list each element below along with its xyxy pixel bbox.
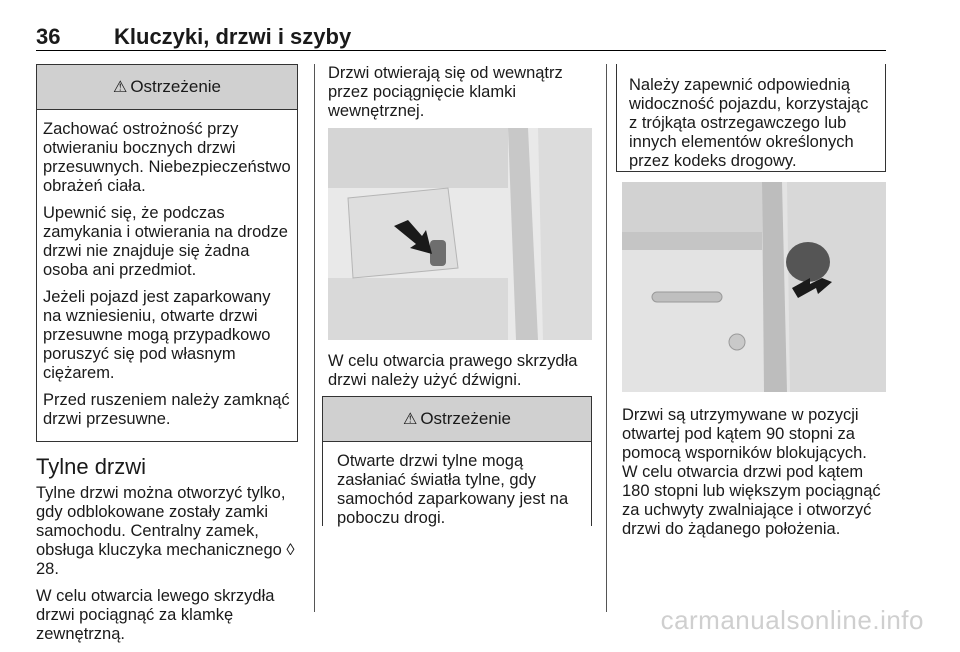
door-interior-handle-image [328, 128, 592, 340]
warning-body [617, 64, 885, 183]
section-title: Tylne drzwi [36, 454, 147, 479]
page-number: 36 [36, 24, 61, 49]
column-2 [328, 64, 592, 129]
body-paragraph: Drzwi są utrzymywane w pozycji otwartej pod kątem 90 stopni za pomocą wsporników blokujących. W celu otwarcia drzwi pod kątem 180 stopni lub większym pociągnąć za uchwyty zwalniające i otworzyć drzwi do żądanego położenia. [622, 406, 881, 538]
column-divider [314, 64, 315, 612]
warning-paragraph: Upewnić się, że podczas zamykania i otwierania na drodze drzwi nie znajduje się żadna osoba ani przedmiot. [43, 204, 288, 279]
warning-paragraph: Otwarte drzwi tylne mogą zasłaniać światła tylne, gdy samochód zaparkowany jest na poboczu drogi. [337, 452, 569, 527]
warning-box-continued [616, 64, 886, 172]
warning-title: Ostrzeżenie [420, 409, 512, 428]
body-paragraph: Drzwi otwierają się od wewnątrz przez pociągnięcie klamki wewnętrznej. [328, 64, 563, 120]
body-paragraph: Tylne drzwi można otworzyć tylko, gdy odblokowane zostały zamki samochodu. Centralny zamek, obsługa kluczyka mechanicznego ◊ 28. [36, 484, 295, 578]
column-divider [606, 64, 607, 612]
body-paragraph: W celu otwarcia lewego skrzydła drzwi pociągnąć za klamkę zewnętrzną. [36, 587, 275, 643]
warning-body [37, 110, 297, 441]
warning-paragraph: Jeżeli pojazd jest zaparkowany na wzniesieniu, otwarte drzwi przesuwne mogą przypadkowo poruszyć się pod własnym ciężarem. [43, 288, 271, 382]
warning-paragraph: Przed ruszeniem należy zamknąć drzwi przesuwne. [43, 391, 290, 428]
warning-header [323, 397, 591, 442]
warning-title: Ostrzeżenie [130, 77, 222, 96]
warning-triangle-icon: ⚠ [112, 79, 128, 96]
warning-paragraph: Zachować ostrożność przy otwieraniu bocznych drzwi przesuwnych. Niebezpieczeństwo obrażeń ciała. [43, 120, 291, 195]
warning-header [37, 65, 297, 110]
body-paragraph: W celu otwarcia prawego skrzydła drzwi należy użyć dźwigni. [328, 352, 578, 389]
door-interior-illustration-icon [328, 128, 592, 340]
warning-paragraph: Należy zapewnić odpowiednią widoczność pojazdu, korzystając z trójkąta ostrzegawczego lub innych elementów określonych przez kodeks drogowy. [629, 76, 869, 170]
column-1 [36, 64, 298, 652]
door-check-strap-illustration-icon [622, 182, 886, 392]
warning-box-1 [36, 64, 298, 442]
warning-body [323, 442, 591, 540]
warning-box-2 [322, 396, 592, 526]
page-title: Kluczyki, drzwi i szyby [114, 24, 352, 49]
column-3-lower [622, 406, 886, 547]
warning-triangle-icon: ⚠ [402, 411, 418, 428]
column-2-lower [328, 352, 592, 398]
watermark: carmanualsonline.info [660, 605, 924, 635]
page-header [36, 18, 886, 51]
door-check-strap-image [622, 182, 886, 392]
